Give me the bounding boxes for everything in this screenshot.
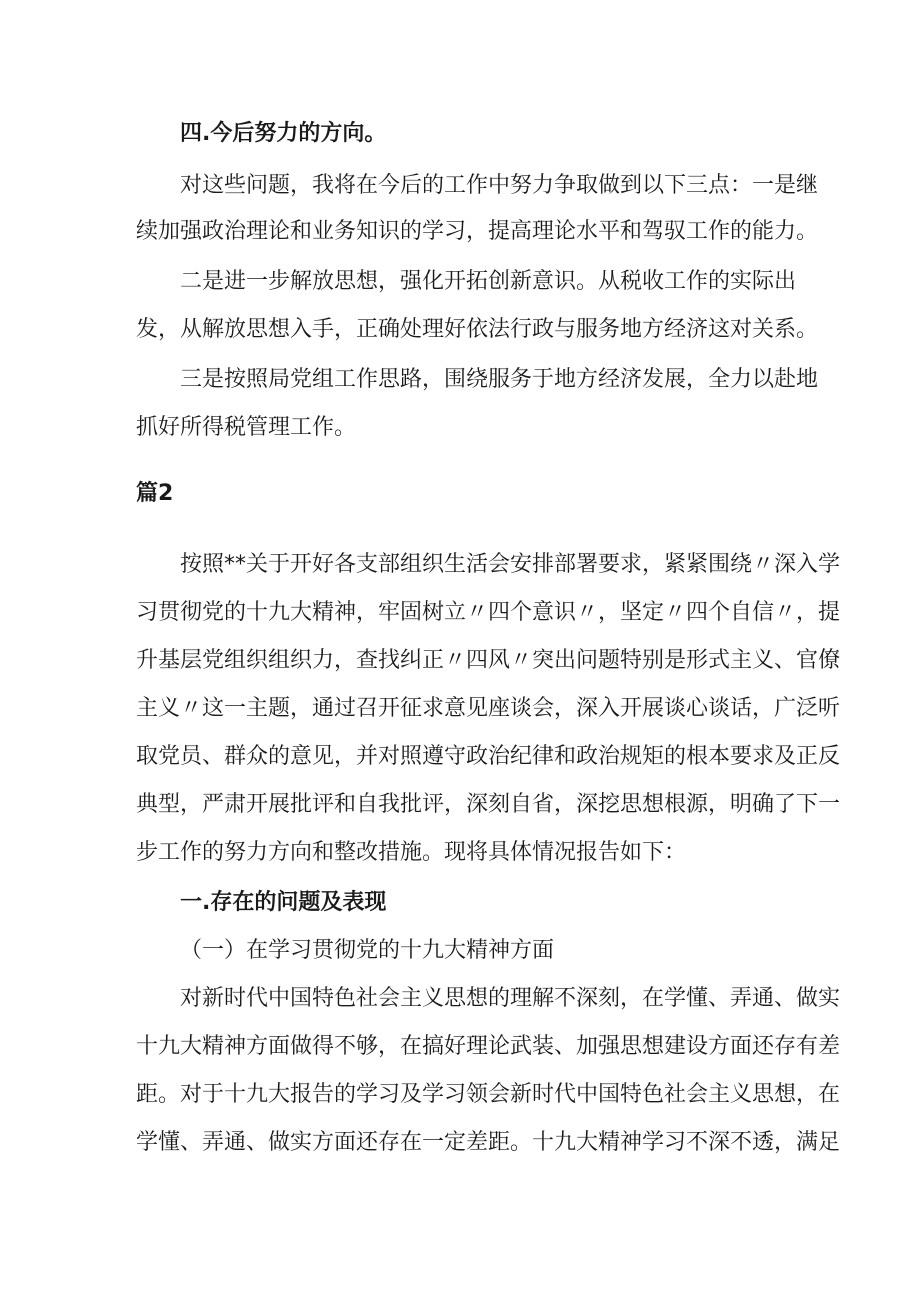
paragraph-line: 典型，严肃开展批评和自我批评，深刻自省，深挖思想根源，明确了下一 — [136, 792, 841, 817]
paragraph-line: 十九大精神方面做得不够，在搞好理论武装、加强思想建设方面还存有差 — [136, 1034, 841, 1059]
paragraph-line: 对新时代中国特色社会主义思想的理解不深刻，在学懂、弄通、做实 — [180, 986, 841, 1011]
paragraph-line: 二是进一步解放思想，强化开拓创新意识。从税收工作的实际出 — [180, 269, 797, 294]
paragraph-line: 抓好所得税管理工作。 — [136, 415, 357, 440]
paragraph-line: 取党员、群众的意见，并对照遵守政治纪律和政治规矩的根本要求及正反 — [136, 744, 841, 769]
paragraph-line: 按照**关于开好各支部组织生活会安排部署要求，紧紧围绕〃深入学 — [180, 552, 841, 577]
paragraph-line: 升基层党组织组织力，查找纠正〃四风〃突出问题特别是形式主义、官僚 — [136, 648, 841, 673]
paragraph-line: 发，从解放思想入手，正确处理好依法行政与服务地方经济这对关系。 — [136, 317, 819, 342]
paragraph-line: 续加强政治理论和业务知识的学习，提高理论水平和驾驭工作的能力。 — [136, 219, 819, 244]
paragraph-line: 主义〃这一主题，通过召开征求意见座谈会，深入开展谈心谈话，广泛听 — [136, 696, 841, 721]
paragraph-line: 习贯彻党的十九大精神，牢固树立〃四个意识〃，坚定〃四个自信〃，提 — [136, 600, 841, 625]
section-heading-problems: 一.存在的问题及表现 — [180, 890, 387, 915]
section-heading-future-direction: 四.今后努力的方向。 — [180, 121, 387, 146]
subsection-heading: （一）在学习贯彻党的十九大精神方面 — [180, 938, 555, 963]
paragraph-line: 学懂、弄通、做实方面还存在一定差距。十九大精神学习不深不透，满足 — [136, 1130, 841, 1155]
paragraph-line: 步工作的努力方向和整改措施。现将具体情况报告如下： — [136, 840, 687, 865]
paragraph-line: 距。对于十九大报告的学习及学习领会新时代中国特色社会主义思想，在 — [136, 1082, 841, 1107]
part-title: 篇2 — [136, 481, 174, 506]
paragraph-line: 对这些问题，我将在今后的工作中努力争取做到以下三点：一是继 — [180, 173, 819, 198]
paragraph-line: 三是按照局党组工作思路，围绕服务于地方经济发展，全力以赴地 — [180, 367, 819, 392]
